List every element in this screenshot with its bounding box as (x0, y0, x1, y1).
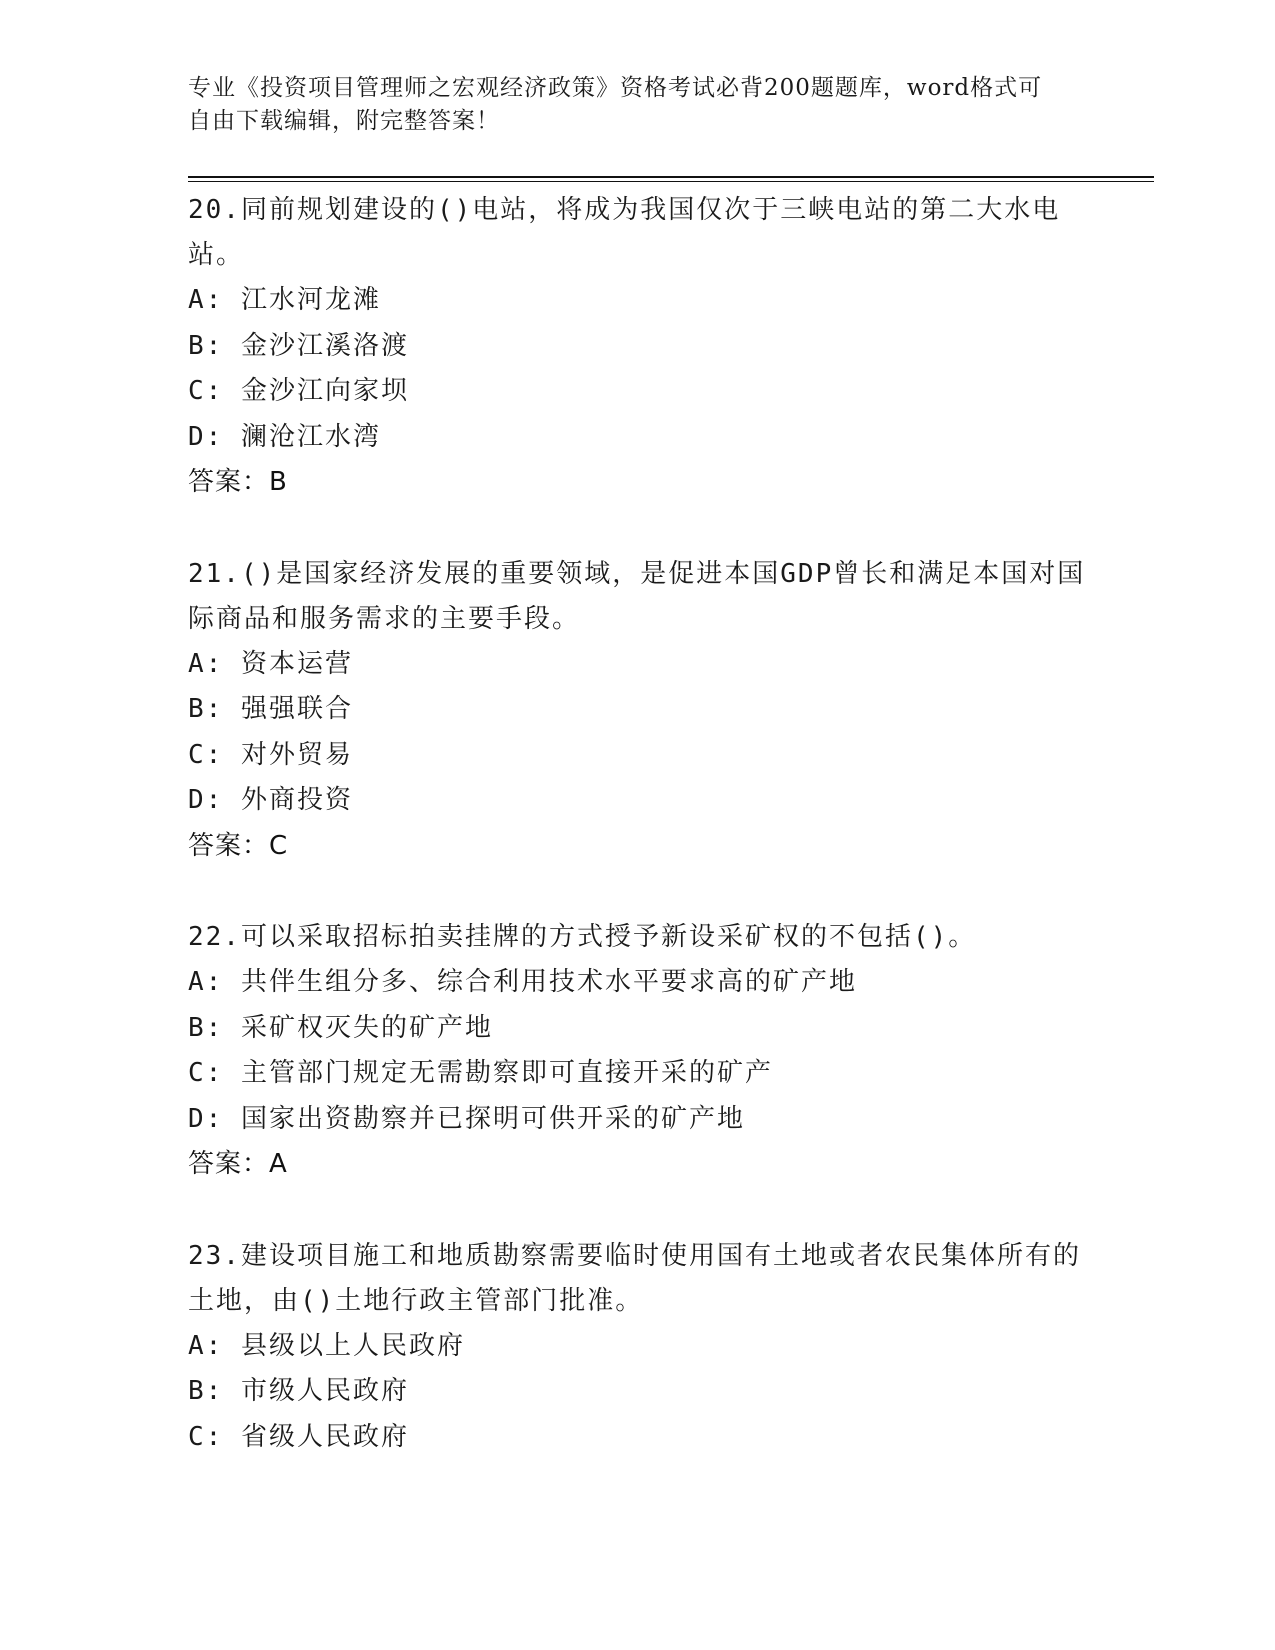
question-text: 20.同前规划建设的()电站，将成为我国仅次于三峡电站的第二大水电站。 (188, 195, 1061, 270)
option-d: D: 澜沧江水湾 (188, 421, 381, 452)
option-a: A: 江水河龙滩 (188, 285, 381, 315)
option-c: C: 主管部门规定无需勘察即可直接开采的矿产 (188, 1058, 773, 1088)
header-line-2: 自由下载编辑，附完整答案！ (188, 108, 500, 134)
option-a: A: 县级以上人民政府 (188, 1330, 465, 1361)
option-a: A: 资本运营 (188, 648, 353, 679)
question-text: 21.()是国家经济发展的重要领域，是促进本国GDP曾长和满足本国对国际商品和服务需求的主要手段。 (188, 558, 1086, 634)
header-divider-thin (188, 181, 1154, 182)
option-d: D: 外商投资 (188, 785, 353, 815)
question-22 (188, 915, 1088, 1188)
option-b: B: 金沙江溪洛渡 (188, 330, 409, 361)
option-a: A: 共伴生组分多、综合利用技术水平要求高的矿产地 (188, 967, 857, 997)
header-divider (188, 176, 1154, 178)
document-header (188, 72, 1088, 138)
question-20 (188, 188, 1088, 506)
answer: 答案：B (188, 467, 288, 497)
question-text: 22.可以采取招标拍卖挂牌的方式授予新设采矿权的不包括()。 (188, 922, 977, 952)
option-d: D: 国家出资勘察并已探明可供开采的矿产地 (188, 1103, 745, 1134)
header-line-1: 专业《投资项目管理师之宏观经济政策》资格考试必背200题题库，word格式可 (188, 75, 1043, 101)
option-b: B: 强强联合 (188, 694, 353, 724)
question-list (188, 188, 1088, 1506)
question-21 (188, 552, 1088, 870)
answer: 答案：C (188, 830, 289, 861)
option-c: C: 金沙江向家坝 (188, 376, 409, 406)
question-text: 23.建设项目施工和地质勘察需要临时使用国有土地或者农民集体所有的土地，由()土地行政主管部门批准。 (188, 1240, 1081, 1316)
option-c: C: 省级人民政府 (188, 1421, 409, 1452)
option-b: B: 市级人民政府 (188, 1376, 409, 1406)
answer: 答案：A (188, 1149, 288, 1179)
option-c: C: 对外贸易 (188, 739, 353, 770)
question-23 (188, 1234, 1088, 1461)
option-b: B: 采矿权灭失的矿产地 (188, 1012, 493, 1043)
